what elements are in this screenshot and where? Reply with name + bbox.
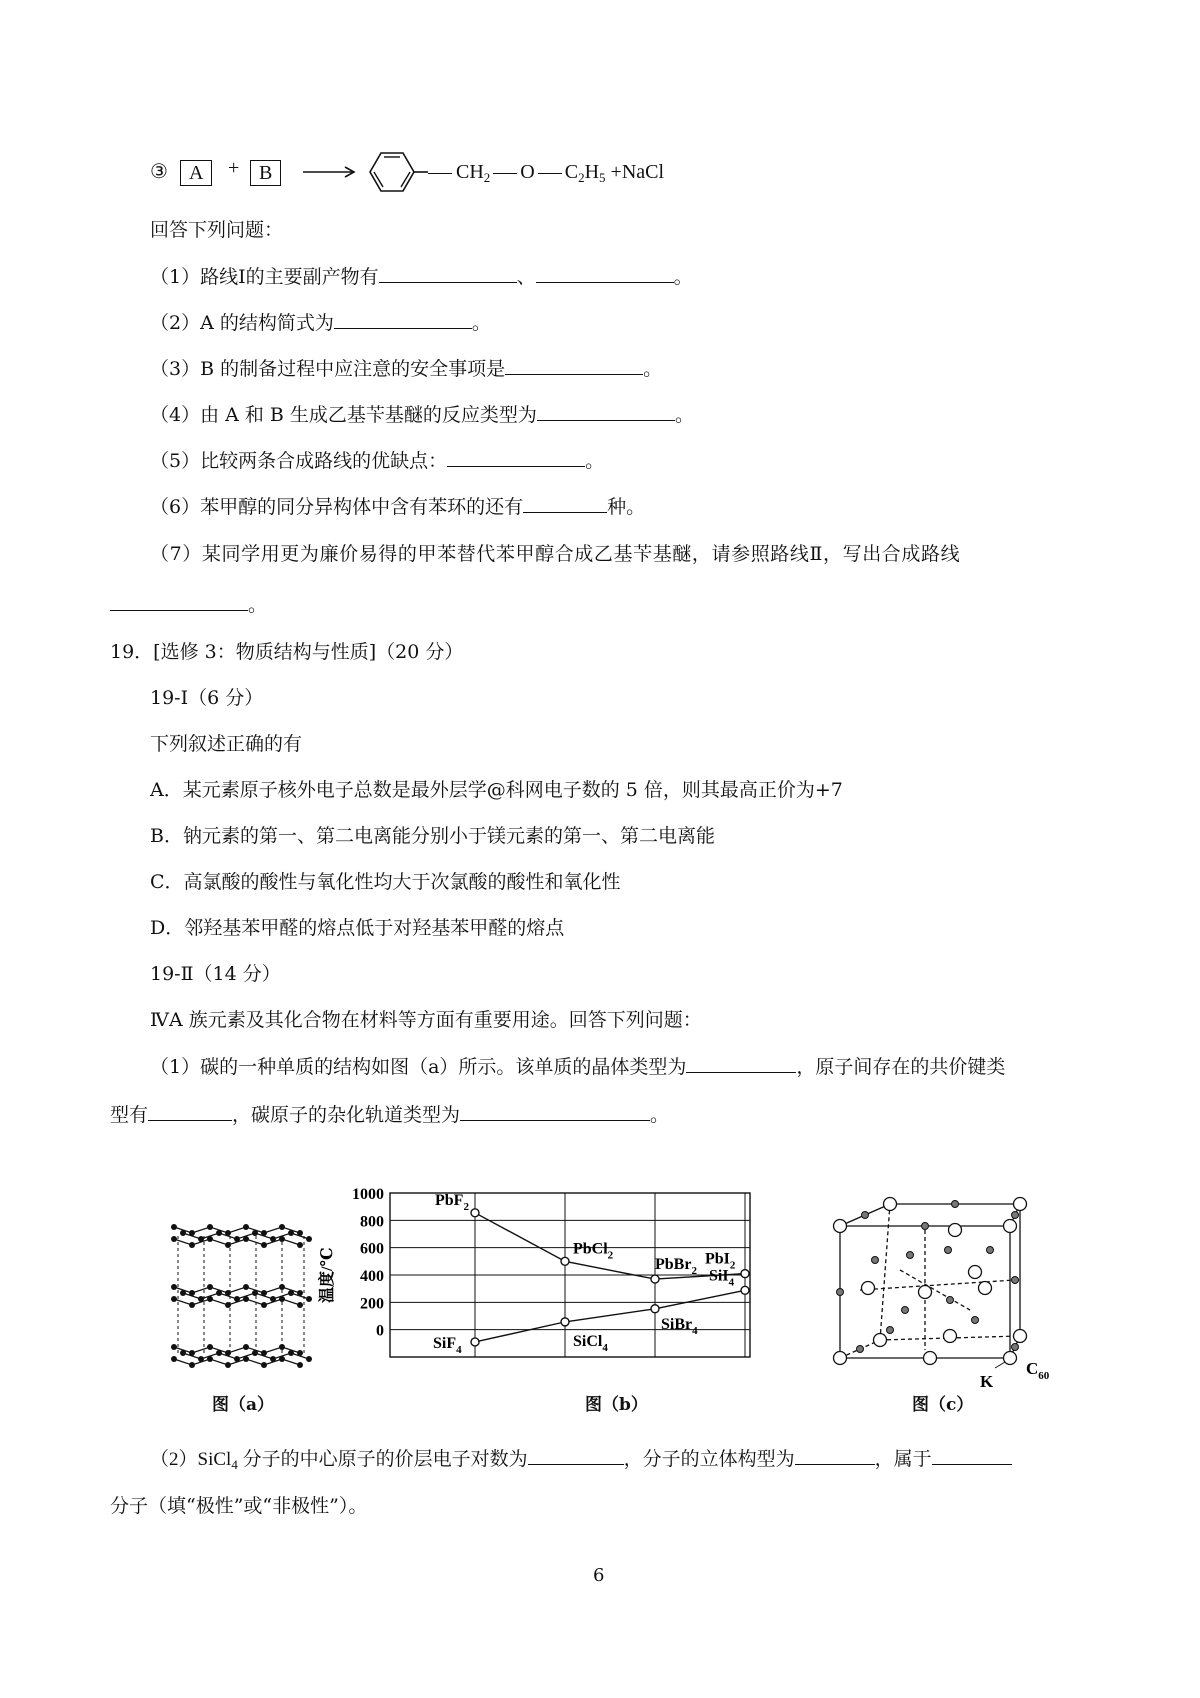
y-axis-label: 温度/℃ bbox=[319, 1247, 336, 1303]
point-label: PbF$_2$ bbox=[435, 1191, 469, 1213]
data-point bbox=[471, 1338, 479, 1346]
label-c60: $C_{60}$ bbox=[1026, 1359, 1050, 1382]
carbon-atom bbox=[306, 1296, 312, 1302]
page-number: 6 bbox=[593, 1565, 605, 1586]
data-point bbox=[561, 1318, 569, 1326]
figure-a-caption: 图（a） bbox=[212, 1395, 275, 1415]
series-2 bbox=[433, 1267, 749, 1356]
carbon-atom bbox=[180, 1290, 186, 1296]
question-2: （2）A 的结构简式为 。 bbox=[150, 312, 491, 334]
answer-blank[interactable] bbox=[505, 356, 643, 375]
carbon-atom bbox=[243, 1356, 249, 1362]
data-point bbox=[561, 1257, 569, 1265]
carbon-atom bbox=[207, 1236, 213, 1242]
carbon-atom bbox=[171, 1356, 177, 1362]
answer-blank[interactable] bbox=[379, 264, 517, 283]
data-point bbox=[471, 1209, 479, 1217]
carbon-atom bbox=[180, 1350, 186, 1356]
box-b: B bbox=[250, 160, 281, 186]
carbon-atom bbox=[243, 1284, 249, 1290]
option-a: A．某元素原子核外电子总数是最外层学@科网电子数的 5 倍，则其最高正价为+7 bbox=[150, 779, 843, 801]
carbon-atom bbox=[306, 1356, 312, 1362]
question-7-answer: 。 bbox=[110, 592, 267, 617]
carbon-atom bbox=[207, 1284, 213, 1290]
y-tick-label: 600 bbox=[360, 1240, 384, 1258]
question-1: （1）路线Ⅰ的主要副产物有 、 。 bbox=[150, 266, 693, 288]
carbon-atom bbox=[207, 1344, 213, 1350]
carbon-atom bbox=[261, 1242, 267, 1248]
graphite-layer bbox=[171, 1344, 312, 1368]
answer-blank[interactable] bbox=[528, 1446, 624, 1465]
data-point bbox=[651, 1275, 659, 1283]
point-label: PbCl$_2$ bbox=[573, 1240, 614, 1262]
section-19-2-title: 19-Ⅱ（14 分） bbox=[150, 963, 281, 985]
carbon-atom bbox=[171, 1236, 177, 1242]
answer-blank[interactable] bbox=[447, 448, 585, 467]
figure-b-caption: 图（b） bbox=[585, 1395, 648, 1415]
figure-a-graphite bbox=[164, 1210, 324, 1380]
graphite-layer bbox=[171, 1224, 312, 1248]
answer-blank[interactable] bbox=[148, 1102, 232, 1121]
item-number: ③ bbox=[150, 161, 168, 183]
figure-c-caption: 图（c） bbox=[912, 1395, 974, 1415]
figure-c-unit-cell bbox=[830, 1200, 1060, 1400]
y-tick-label: 200 bbox=[360, 1295, 384, 1313]
answer-blank[interactable] bbox=[460, 1102, 650, 1121]
question-5: （5）比较两条合成路线的优缺点： 。 bbox=[150, 450, 605, 472]
carbon-atom bbox=[297, 1242, 303, 1248]
carbon-atom bbox=[189, 1242, 195, 1248]
carbon-atom bbox=[252, 1350, 258, 1356]
y-tick-label: 800 bbox=[360, 1213, 384, 1231]
answer-blank[interactable] bbox=[686, 1054, 796, 1073]
reaction-product: $CH_2$ O $C_2H_5$ +NaCl bbox=[428, 160, 664, 190]
part-1-line-2: 型有 ，碳原子的杂化轨道类型为 。 bbox=[110, 1104, 670, 1126]
carbon-atom bbox=[297, 1302, 303, 1308]
series-line bbox=[475, 1290, 745, 1342]
answer-blank[interactable] bbox=[110, 592, 248, 611]
point-label: SiF$_4$ bbox=[433, 1334, 462, 1356]
carbon-atom bbox=[279, 1224, 285, 1230]
figure-b-chart bbox=[319, 1185, 810, 1395]
point-label: SiCl$_4$ bbox=[573, 1332, 608, 1354]
carbon-atom bbox=[261, 1302, 267, 1308]
point-label: SiI$_4$ bbox=[709, 1267, 735, 1289]
carbon-atom bbox=[288, 1230, 294, 1236]
label-k: K bbox=[980, 1372, 994, 1391]
carbon-atom bbox=[207, 1296, 213, 1302]
point-label: PbI$_2$ bbox=[705, 1250, 736, 1272]
question-3: （3）B 的制备过程中应注意的安全事项是 。 bbox=[150, 358, 663, 380]
answer-blank[interactable] bbox=[523, 494, 607, 513]
carbon-atom bbox=[252, 1230, 258, 1236]
answer-blank[interactable] bbox=[537, 402, 675, 421]
part-2-line-2: 分子（填“极性”或“非极性”）。 bbox=[110, 1495, 368, 1517]
answer-blank[interactable] bbox=[536, 264, 674, 283]
answer-blank[interactable] bbox=[932, 1446, 1012, 1465]
carbon-atom bbox=[243, 1224, 249, 1230]
carbon-atom bbox=[171, 1296, 177, 1302]
part-1-line-1: （1）碳的一种单质的结构如图（a）所示。该单质的晶体类型为 ，原子间存在的共价键类 bbox=[150, 1056, 1006, 1078]
graphite-layer bbox=[171, 1284, 312, 1308]
carbon-atom bbox=[279, 1356, 285, 1362]
data-point bbox=[741, 1270, 749, 1278]
point-label: PbBr$_2$ bbox=[655, 1256, 697, 1278]
carbon-atom bbox=[216, 1230, 222, 1236]
carbon-atom bbox=[216, 1290, 222, 1296]
question-4: （4）由 A 和 B 生成乙基苄基醚的反应类型为 。 bbox=[150, 404, 694, 426]
part-2-line-1: （2）SiCl$_4$ 分子的中心原子的价层电子对数为 ，分子的立体构型为 ，属于 bbox=[150, 1446, 1012, 1477]
option-c: C．高氯酸的酸性与氧化性均大于次氯酸的酸性和氧化性 bbox=[150, 871, 621, 893]
question-6: （6）苯甲醇的同分异构体中含有苯环的还有 种。 bbox=[150, 496, 646, 518]
plus-sign: + bbox=[228, 157, 240, 179]
y-tick-label: 1000 bbox=[352, 1186, 384, 1203]
intro-text: 回答下列问题： bbox=[150, 219, 284, 241]
section-19-title: 19．[选修 3：物质结构与性质]（20 分） bbox=[110, 641, 464, 663]
carbon-atom bbox=[171, 1284, 177, 1290]
carbon-atom bbox=[261, 1362, 267, 1368]
question-7: （7）某同学用更为廉价易得的甲苯替代苯甲醇合成乙基苄基醚，请参照路线Ⅱ，写出合成路线 bbox=[150, 543, 961, 565]
answer-blank[interactable] bbox=[795, 1446, 875, 1465]
carbon-atom bbox=[288, 1290, 294, 1296]
carbon-atom bbox=[171, 1224, 177, 1230]
carbon-atom bbox=[225, 1362, 231, 1368]
carbon-atom bbox=[243, 1344, 249, 1350]
data-point bbox=[651, 1305, 659, 1313]
y-tick-label: 0 bbox=[376, 1322, 384, 1340]
data-point bbox=[741, 1286, 749, 1294]
carbon-atom bbox=[207, 1356, 213, 1362]
option-d: D．邻羟基苯甲醛的熔点低于对羟基苯甲醛的熔点 bbox=[150, 917, 565, 939]
box-a: A bbox=[180, 160, 212, 186]
reaction-arrow-and-ring bbox=[298, 144, 428, 194]
carbon-atom bbox=[243, 1236, 249, 1242]
section-19-1-title: 19-Ⅰ（6 分） bbox=[150, 687, 264, 709]
carbon-atom bbox=[189, 1302, 195, 1308]
point-label: SiBr$_4$ bbox=[661, 1315, 698, 1337]
carbon-atom bbox=[288, 1350, 294, 1356]
carbon-atom bbox=[207, 1224, 213, 1230]
carbon-atom bbox=[189, 1362, 195, 1368]
section-19-1-prompt: 下列叙述正确的有 bbox=[150, 733, 303, 755]
carbon-atom bbox=[216, 1350, 222, 1356]
carbon-atom bbox=[297, 1362, 303, 1368]
carbon-atom bbox=[171, 1344, 177, 1350]
carbon-atom bbox=[243, 1296, 249, 1302]
option-b: B．钠元素的第一、第二电离能分别小于镁元素的第一、第二电离能 bbox=[150, 825, 715, 847]
series-line bbox=[475, 1213, 745, 1279]
y-tick-label: 400 bbox=[360, 1268, 384, 1285]
carbon-atom bbox=[252, 1290, 258, 1296]
carbon-atom bbox=[180, 1230, 186, 1236]
section-19-2-prompt: ⅣA 族元素及其化合物在材料等方面有重要用途。回答下列问题： bbox=[150, 1009, 702, 1031]
series-1 bbox=[435, 1192, 749, 1283]
answer-blank[interactable] bbox=[334, 310, 472, 329]
carbon-atom bbox=[306, 1236, 312, 1242]
